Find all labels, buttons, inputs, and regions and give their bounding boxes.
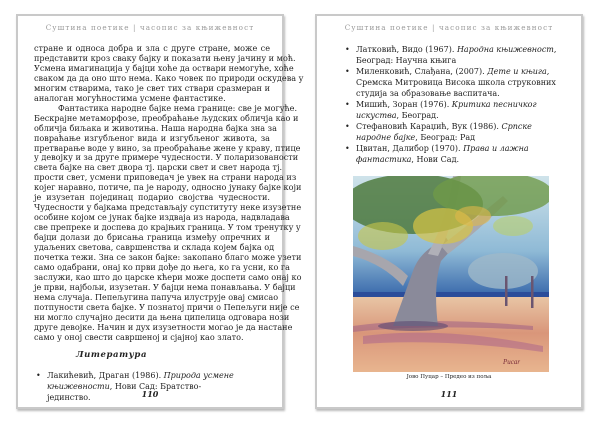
left-page: [16, 14, 304, 409]
text-line: аналоган могућностима усмене фантастике.: [34, 92, 226, 103]
reference-author: Мишић, Зоран (1976).: [356, 100, 452, 109]
text-line: обличја биљака и животиња. Наша народна бајка зна за: [34, 122, 277, 133]
painting-image: [353, 176, 549, 372]
text-line: света бајке на свет двора тј. царски свет и свет народа тј.: [34, 162, 283, 173]
reference-item: [343, 121, 565, 143]
text-line: Чудесности у бајкама представљају супституту неке изузетне: [34, 202, 302, 213]
text-line: само у оној свести савршеној и сјајној као злато.: [34, 331, 244, 342]
reference-rest: , Нови Сад.: [411, 155, 460, 164]
text-line: нема случаја. Пепељугина папуча илуструје овај смисао: [34, 291, 279, 302]
reference-list: [343, 44, 565, 165]
reference-title: Критика песничког искуства: [356, 100, 537, 120]
reference-author: Стефановић Караџић, Вук (1986).: [356, 122, 502, 131]
reference-title: Права и лажна фантастика: [356, 144, 529, 164]
text-line: многим стварима, тако је свет тих ствари сразмеран и: [34, 82, 270, 93]
reference-item: [343, 66, 565, 99]
reference-item: [343, 44, 565, 66]
text-line: удаљених светова, савршенства и склада којем бајка од: [34, 242, 275, 253]
text-line: претварање воде у вино, за преобраћање жене у краву, птице: [34, 142, 301, 153]
reference-rest: , Београд: Научна књига: [356, 45, 557, 65]
reference-title: Народна књижевност: [456, 45, 554, 54]
body-text: [34, 43, 304, 343]
text-line: почетка тежи. Зна се закон бајке: закопано благо може узети: [34, 252, 302, 263]
text-line: стране и односа добра и зла с друге стране, може се: [34, 43, 270, 53]
text-line: особине којом се јунак бајке издваја из народа, надвладава: [34, 212, 290, 223]
text-line: Фантастика народне бајке нема границе: све је могуће.: [58, 102, 298, 113]
reference-author: Миленковић, Слађана, (2007).: [356, 67, 488, 76]
text-line: заслужи, као што до царске кћери може доспети само онај ко: [34, 271, 302, 282]
reference-rest: Сремска Митровица Висока школа струковних студија за образовање васпитача.: [356, 78, 556, 98]
text-line: повраћање изгубљеног вида и изгубљеног живота, за: [34, 132, 270, 143]
text-line: бајци долази до брисања граница између опречних и: [34, 232, 270, 243]
reference-item: [343, 99, 565, 121]
text-line: прости свет, усмени приповедач је увек на страни народа из: [34, 172, 297, 183]
reference-rest: , Београд.: [396, 111, 439, 120]
reference-rest: , Нови Сад: Братство-јединство.: [47, 382, 202, 402]
reference-item: [343, 143, 565, 165]
text-line: друге девојке. Начин и дух изузетности могао је да настане: [34, 321, 293, 332]
literature-heading: Литература: [76, 350, 148, 360]
reference-author: Цвитан, Далибор (1970).: [356, 144, 464, 153]
running-header: Суштина поетике | часопис за књижевност: [45, 23, 255, 32]
painting-signature: Pucar: [503, 358, 521, 366]
reference-title: Српске народне бајке: [356, 122, 532, 142]
text-line: је први, најбољи, изузетан. У бајци нема понављања. У бајци: [34, 281, 296, 292]
painting-caption: Јово Пуцар – Предео из поља: [406, 374, 492, 380]
text-line: све препреке и доспева до крајњих граница. У том тренутку у: [34, 222, 301, 233]
text-line: само одабрани, онај ко први дође до њега, ко га усни, ко га: [34, 261, 290, 272]
text-line: је изузетан појединац подарио својства чудесности.: [34, 192, 270, 203]
text-line: сваком да да оно што нема. Како човек по природи оскудева у: [34, 72, 304, 83]
reference-title: Дете и књига,: [487, 67, 550, 76]
reference-author: Латковић, Видо (1967).: [356, 45, 457, 54]
text-line: Бескрајне метаморфозе, преобраћање људских обличја као и: [34, 112, 299, 123]
text-line: у девојку и за друге примере чудесности. У поларизованости: [34, 152, 299, 163]
page-number: 111: [440, 389, 458, 399]
reference-title: Природа усмене књижевности: [47, 371, 234, 391]
reference-author: Лакићевић, Драган (1986).: [47, 371, 164, 380]
text-line: којег наравно, потиче, па је народу, односно јунаку бајке који: [34, 182, 302, 193]
page-number: 110: [141, 389, 159, 399]
text-line: потпуности света бајке. У познатој причи о Пепељуги није се: [34, 301, 300, 312]
reference-rest: , Београд: Рад: [415, 133, 476, 142]
text-line: ни могло случајно десити да њена ципелица одговара нози: [34, 311, 290, 322]
text-line: представити кроз сваку бајку и показати њену јачину и моћ.: [34, 52, 296, 63]
text-line: Усмена имагинација у бајци хоће да оствари немогуће, хоће: [34, 62, 294, 73]
running-header: Суштина поетике | часопис за књижевност: [344, 23, 554, 32]
right-page: [315, 14, 583, 409]
